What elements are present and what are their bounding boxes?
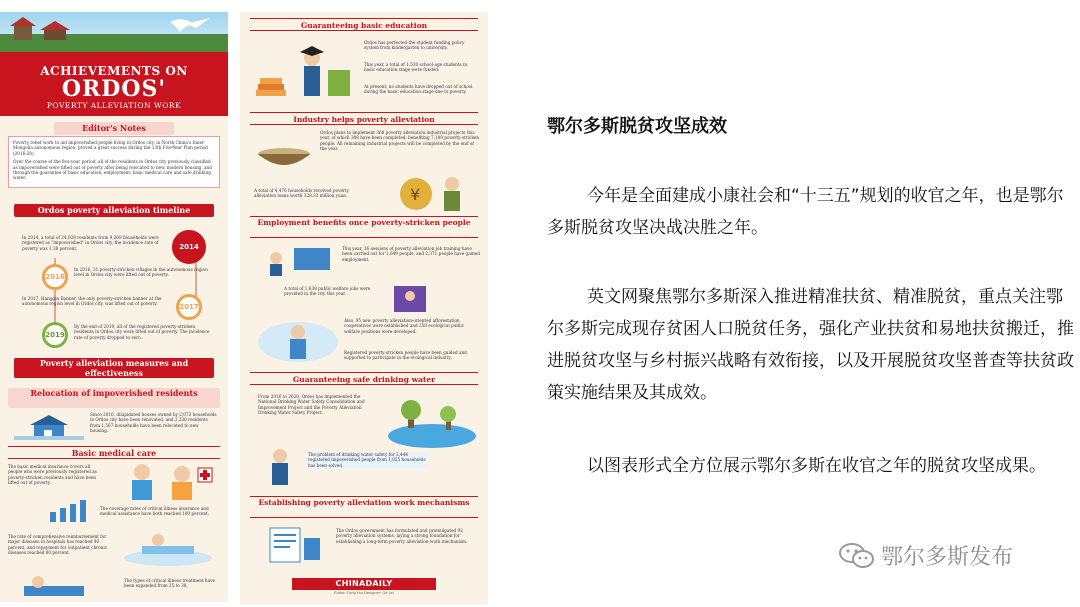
article-paragraph-2-text: 英文网聚焦鄂尔多斯深入推进精准扶贫、精准脱贫，重点关注鄂尔多斯完成现存贫困人口脱贫任务，强化产业扶贫和易地扶贫搬迁，推进脱贫攻坚与乡村振兴战略有效衔接，以及开展脱贫攻坚普查等扶贫政策实施结果及其成效。 xyxy=(547,287,1074,403)
timeline-text-2014: In 2014, a total of 24,028 residents from 9,269 households were registered as "impoverished" in Ordos city, the incidence rate of poverty was 1.38 percent. xyxy=(22,235,159,251)
chinadaily-logo: CHINADAILY xyxy=(292,578,436,590)
title-line-1: ACHIEVEMENTS ON xyxy=(40,64,188,78)
medical-illustration xyxy=(112,460,220,500)
money-bag-illustration xyxy=(386,170,480,212)
education-illustration xyxy=(252,40,356,112)
timeline-badge-2014: 2014 xyxy=(172,230,206,264)
notes-paragraph-2: Over the course of the five-year period, all of the residents in Ordos city previously classified as impoverished were lifted out of poverty after being relocated to new, modern housing, and through the guarantee of basic education, employment, basic medical care and safe drinking water. xyxy=(13,159,212,181)
medical-text-2: The coverage rates of critical illness insurance and medical assistance have both reached 100 percent. xyxy=(100,506,210,517)
employment-text-4: Registered poverty-stricken people have been guided and supported to participate in the ecological industry. xyxy=(344,350,467,361)
mechanism-text: The Ordos government has formulated and promulgated 92 poverty alleviation systems, laying a strong foundation for establishing a long-term poverty alleviation work mechanism. xyxy=(336,528,468,544)
title-line-2: ORDOS' xyxy=(61,76,167,102)
employment-text-3: Also, 95 new poverty alleviation-oriented afforestation cooperatives were established and 258 ecological public welfare positions were developed. xyxy=(344,318,465,334)
patient-illustration xyxy=(14,572,114,600)
measures-heading: Poverty alleviation measures and effectiveness xyxy=(14,358,214,378)
editors-notes-box xyxy=(8,136,220,188)
timeline-badge-2016: 2016 xyxy=(42,264,68,290)
timeline-text-2017: In 2017, Hanggin Banner, the only poverty-stricken banner at the autonomous region level in Ordos city, was lifted out of poverty. xyxy=(22,296,162,307)
skyline-icon xyxy=(0,12,228,52)
bowl-icon xyxy=(254,140,314,170)
employment-text-1: This year, 36 sessions of poverty alleviation job training have been carried out for 1,649 people, and 2,371 people have gained employment. xyxy=(342,246,480,262)
wechat-bubbles-icon xyxy=(839,542,875,570)
money-bag-icon xyxy=(386,170,480,212)
grain-bowl-illustration xyxy=(254,140,314,170)
timeline-badge-2017: 2017 xyxy=(176,294,202,320)
education-text-1: Ordos has perfected the student funding policy system from kindergarten to university. xyxy=(364,40,465,51)
relocation-heading: Relocation of impoverished residents xyxy=(8,388,220,408)
industry-text-2: A total of 4,476 households received poverty alleviation loans worth 328.33 million yuan. xyxy=(254,188,349,199)
article-paragraph-3 xyxy=(547,450,1074,482)
notes-paragraph-1: Poverty relief work to aid impoverished people living in Ordos city, in North China's Inner Mongolia autonomous region, proved a great success during the 13th Five-Year Plan period (2016-20). xyxy=(13,140,208,156)
hospital-bed-illustration xyxy=(118,528,218,568)
timeline-badge-2019: 2019 xyxy=(42,322,68,348)
worker-illustration xyxy=(254,314,340,366)
medical-text-1: The basic medical insurance covers all people who were previously registered as poverty-stricken residents and have been lifted out of poverty. xyxy=(8,464,97,486)
water-illustration xyxy=(380,390,480,452)
svg-text:¥: ¥ xyxy=(410,185,421,204)
wechat-icon xyxy=(839,542,875,570)
job-training-illustration xyxy=(264,246,334,276)
education-text-3: At present, no students have dropped out of school during the basic education stage due to poverty. xyxy=(364,84,473,95)
city-skyline-illustration xyxy=(0,12,228,52)
footer-credits: Editor: Feng Hui Designer: Ge Lei xyxy=(334,591,394,595)
article-title: 鄂尔多斯脱贫攻坚成效 xyxy=(547,116,727,137)
doctor-icon xyxy=(112,460,220,500)
editors-notes-heading: Editor's Notes xyxy=(54,122,174,135)
id-card-icon xyxy=(390,280,430,314)
bar-graph-icon xyxy=(14,500,94,522)
worker-icon xyxy=(254,314,340,366)
hospital-bed-icon xyxy=(118,528,218,568)
training-icon xyxy=(264,246,334,276)
education-text-2: This year, a total of 1,530 school-age students in basic education stage were funded. xyxy=(364,62,468,73)
article-paragraph-1-text: 今年是全面建成小康社会和“十三五”规划的收官之年，也是鄂尔多斯脱贫攻坚决战决胜之年。 xyxy=(547,186,1064,238)
industry-heading: Industry helps poverty alleviation xyxy=(250,112,478,125)
patient-icon xyxy=(14,572,114,600)
title-banner xyxy=(0,12,228,116)
medical-heading: Basic medical care xyxy=(8,446,220,459)
medical-text-3: The rate of comprehensive reimbursement for major diseases in hospitals has reached 90 percent, and repayment for outpatient chronic diseases reached 80 percent. xyxy=(8,534,108,556)
medical-text-4: The types of critical illness treatment have been expanded from 25 to 38. xyxy=(124,578,215,589)
graduate-icon xyxy=(252,40,356,112)
industry-text-1: Ordos plans to implement 368 poverty alleviation industrial projects this year, of which 308 have been completed, benefiting 7,100 poverty-stricken people. All remaining industrial projects will be completed by the end of the year. xyxy=(320,130,480,152)
title-line-3: POVERTY ALLEVIATION WORK xyxy=(46,101,182,110)
relocation-text: Since 2016, dilapidated houses owned by 2,073 households in Ordos city have been renovated, and 2,330 residents from 1,567 households have been relocated to new housing. xyxy=(90,412,217,434)
id-card-illustration xyxy=(390,280,430,314)
medical-chart-illustration xyxy=(14,500,94,522)
timeline-heading: Ordos poverty alleviation timeline xyxy=(14,204,214,217)
water-text-2: The problem of drinking water safety for 2,444 registered impoverished people from 1,025 households has been solved. xyxy=(308,452,428,468)
article-paragraph-3-text: 以图表形式全方位展示鄂尔多斯在收官之年的脱贫攻坚成果。 xyxy=(587,456,1046,476)
timeline-text-2016: In 2016, 21 poverty-stricken villages in the autonomous region level in Ordos city were lifted out of poverty. xyxy=(74,267,208,278)
employment-text-2: A total of 1,638 public welfare jobs were provided in the city this year. xyxy=(284,286,371,297)
infographic-left-column xyxy=(0,12,228,602)
water-glass-icon xyxy=(258,446,304,488)
account-watermark xyxy=(839,540,1013,571)
article-paragraph-1 xyxy=(547,180,1074,244)
timeline-text-2019: By the end of 2019, all of the registered poverty-stricken residents in Ordos city were lifted out of poverty. The incidence rate of poverty dropped to zero. xyxy=(74,324,210,340)
mechanism-illustration xyxy=(260,524,328,564)
water-glass-illustration xyxy=(258,446,304,488)
article-paragraph-2 xyxy=(547,281,1074,409)
education-heading: Guaranteeing basic education xyxy=(250,18,478,31)
employment-heading: Employment benefits once poverty-stricken people xyxy=(250,216,478,238)
infographic-right-column xyxy=(240,12,488,605)
water-heading: Guaranteeing safe drinking water xyxy=(250,372,478,385)
document-icon xyxy=(260,524,328,564)
house-icon xyxy=(14,414,84,440)
mechanism-heading: Establishing poverty alleviation work mechanisms xyxy=(250,496,478,518)
drinking-water-icon xyxy=(380,390,480,452)
water-text-1: From 2016 to 2020, Ordos has implemented the National Drinking Water Safety Consolidation and Improvement Project and the Poverty Alleviation Drinking Water Safety Project. xyxy=(258,394,365,416)
relocation-illustration xyxy=(14,414,84,440)
watermark-label: 鄂尔多斯发布 xyxy=(881,545,1014,570)
